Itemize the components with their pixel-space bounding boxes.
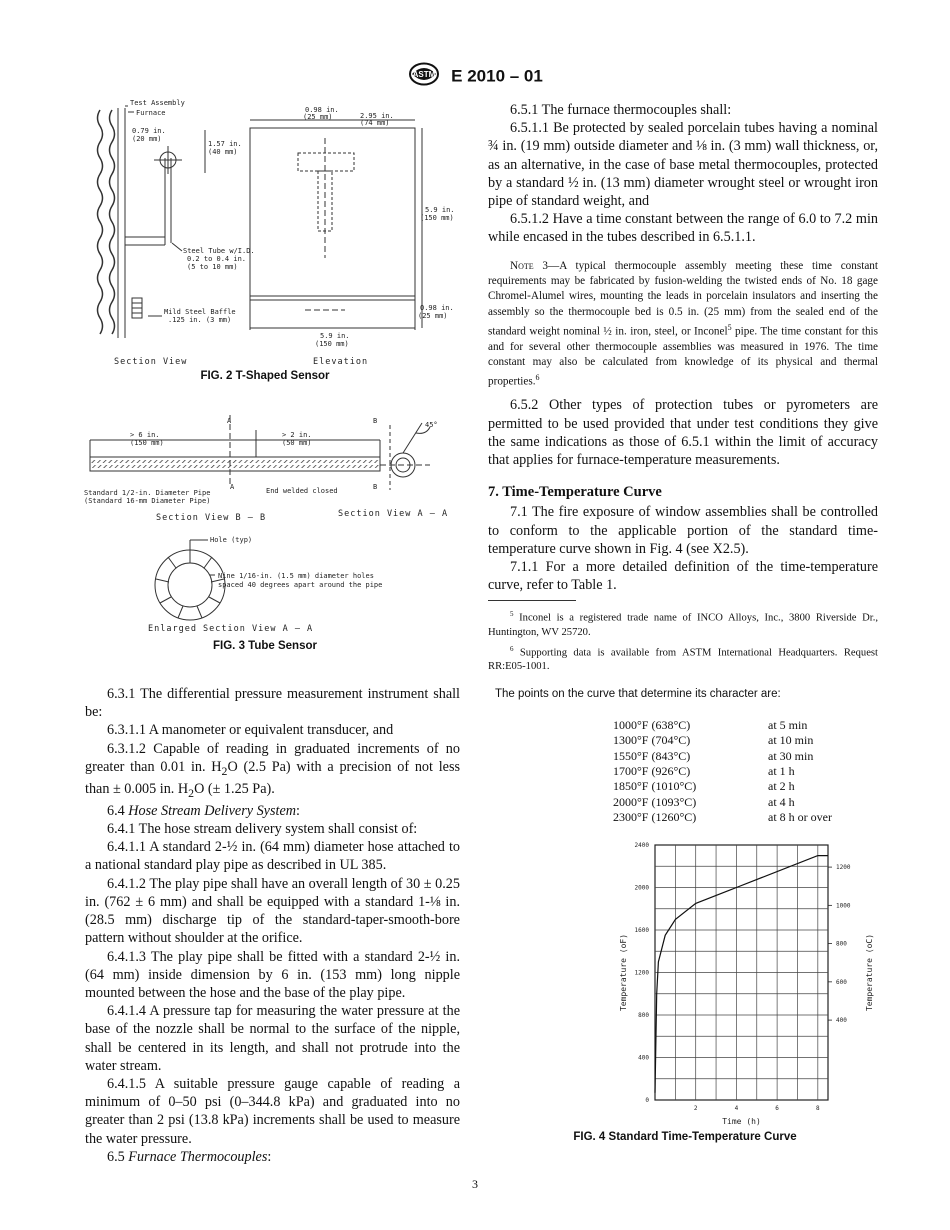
chart-y2-tick-label: 800 (836, 940, 847, 948)
paragraph: 6.5 Furnace Thermocouples: (107, 1148, 272, 1165)
paragraph: 6.4.1.1 A standard 2-½ in. (64 mm) diameter hose attached to a national standard play pipe as described in UL 385. (85, 839, 460, 874)
chart-x-tick-label: 2 (693, 1105, 698, 1112)
paragraph: 6.3.1.1 A manometer or equivalent transducer, and (107, 722, 394, 739)
page-number: 3 (472, 1177, 478, 1191)
fig2-caption: FIG. 2 T-Shaped Sensor (200, 370, 330, 382)
fig3-label: A (230, 483, 235, 491)
fig2-label: (25 mm) (303, 113, 333, 121)
chart-y-tick-label: 0 (645, 1097, 649, 1104)
chart-y-tick-label: 1600 (634, 927, 649, 934)
document-code: E 2010 – 01 (451, 66, 543, 86)
fig3-drawing (70, 405, 460, 640)
fig2-label: 0.98 in. (305, 106, 339, 114)
fig2-label: 5.9 in. (320, 332, 350, 340)
paragraph: 7.1 The fire exposure of window assemblies shall be controlled to conform to the applicable portion of the standard time-temperature curve shown in Fig. 4 (see X2.5). (488, 504, 878, 557)
table-row: 1300°F (704°C) at 10 min (613, 733, 814, 748)
table-row: 1850°F (1010°C) at 2 h (613, 779, 795, 794)
paragraph: 6.4.1.4 A pressure tap for measuring the water pressure at the base of the nozzle shall be normal to the surface of the nipple, shall be centered in its length, and shall not protrude into the water stream. (85, 1003, 460, 1074)
svg-text:ASTM: ASTM (412, 70, 436, 79)
fig2-label: (150 mm) (315, 340, 349, 348)
paragraph: 6.5.1.2 Have a time constant between the range of 6.0 to 7.2 min while encased in the tubes described in 6.5.1.1. (488, 211, 878, 246)
paragraph: 6.4.1.2 The play pipe shall have an overall length of 30 ± 0.25 in. (762 ± 6 mm) and shall be equipped with a standard 1-⅛ in. (28.5 mm) discharge tip of the standard-taper-smooth-bore pattern without shoulder at the orifice. (85, 875, 460, 947)
chart-x-axis-label: Time (h) (722, 1117, 761, 1126)
fig3-label: (Standard 16-mm Diameter Pipe) (84, 497, 211, 505)
chart-y2-tick-label: 400 (836, 1017, 847, 1025)
paragraph: 6.4.1.5 A suitable pressure gauge capable of reading a minimum of 0–50 psi (0–344.8 kPa) and graduated into no greater than 2 psi (13.8 kPa) increments shall be used to measure the water pressure. (85, 1075, 460, 1147)
fig2-label: .125 in. (3 mm) (168, 316, 232, 324)
fig3-section-bb: Section View B — B (156, 513, 267, 523)
fig2-label: Mild Steel Baffle (164, 308, 236, 316)
chart-y2-axis-label: Temperature (oC) (865, 933, 874, 1012)
fig3-label: B (373, 417, 378, 425)
fig3-label: End welded closed (266, 487, 338, 495)
chart-y2-tick-label: 600 (836, 978, 847, 986)
fig3-holes-note: spaced 40 degrees apart around the pipe (218, 581, 383, 589)
paragraph: 6.5.1.1 Be protected by sealed porcelain tubes having a nominal ¾ in. (19 mm) outside diameter and ⅛ in. (3 mm) wall thickness, or, as an alternative, in the case of base metal thermocouples, protected by a standard ½ in. (13 mm) diameter wrought steel or wrought iron pipe of standard weight, and (488, 120, 878, 210)
chart-x-tick-label: 8 (816, 1105, 820, 1112)
chart-y-tick-label: 400 (638, 1054, 649, 1062)
fig2-label: 0.2 to 0.4 in. (187, 255, 247, 263)
fig2-section-view-label: Section View (114, 357, 188, 367)
chart-y2-tick-label: 1000 (836, 902, 851, 910)
note-3: Note 3—A typical thermocouple assembly meeting these time constant requirements may be fabricated by fusion-welding the twisted ends of No. 18 gage Chromel-Alumel wires, mounting the leads in porcelain insulators and inserting the assembly so the thermocouple bed is 0.5 in. (25 mm) from the sealed end of the standard weight nominal ½ in. iron, steel, or Inconel$^5$ pipe. The time constant for this and for several other thermocouple assemblies was measured in 1976. The time constant may also be calculated from knowledge of its physical and thermal properties.$^6$ (488, 259, 878, 389)
fig4-points-title: The points on the curve that determine its character are: (495, 688, 781, 700)
fig3-label: > 6 in. (130, 431, 160, 439)
paragraph: 6.3.1 The differential pressure measurement instrument shall be: (85, 686, 460, 721)
fig4-points-table (613, 718, 832, 825)
fig2-label: Furnace (136, 109, 166, 117)
fig2-drawing (70, 98, 460, 368)
fig2-label: Test Assembly (130, 99, 185, 107)
footnote-rule (488, 600, 576, 601)
table-row: 1550°F (843°C) at 30 min (613, 748, 814, 763)
paragraph: 6.3.1.2 Capable of reading in graduated increments of no greater than 0.01 in. $H_2O$ (2.5 Pa) with a precision of not less than ± 0.005 in. $H_2O$ (± 1.25 Pa). (85, 740, 460, 800)
fig2-label: (40 mm) (208, 148, 238, 156)
paragraph: 6.4 Hose Stream Delivery System: (107, 802, 300, 819)
fig2-label: (20 mm) (132, 135, 162, 143)
chart-y-tick-label: 800 (638, 1012, 649, 1019)
fig2-label: 5.9 in. (425, 206, 455, 214)
fig2-label: 0.79 in. (132, 127, 166, 135)
footnotes (488, 607, 878, 676)
fig3-caption: FIG. 3 Tube Sensor (213, 640, 317, 652)
fig3-label: > 2 in. (282, 431, 312, 439)
chart-x-tick-label: 6 (775, 1105, 779, 1112)
fig2-label: 1.57 in. (208, 140, 242, 148)
page-header (0, 62, 950, 91)
fig2-label: Steel Tube w/I.D. (183, 247, 255, 255)
paragraph: 6.5.2 Other types of protection tubes or pyrometers are permitted to be used provided that under test conditions they give the same indications as those of 6.5.1 within the limit of accuracy that applies for furnace-temperature measurements. (488, 397, 878, 469)
chart-y-tick-label: 2400 (634, 842, 649, 849)
fig3-label: (50 mm) (282, 439, 312, 447)
chart-x-tick-label: 4 (734, 1105, 739, 1112)
left-column (85, 685, 460, 1166)
fig3-label: (150 mm) (130, 439, 164, 447)
chart-y-axis-label: Temperature (oF) (619, 933, 628, 1012)
fig2-elevation-label: Elevation (313, 357, 369, 367)
table-row: 1000°F (638°C) at 5 min (613, 718, 808, 733)
fig3-enlarged-label: Enlarged Section View A — A (148, 624, 314, 634)
fig4-caption: FIG. 4 Standard Time-Temperature Curve (573, 1131, 797, 1143)
paragraph: 6.5.1 The furnace thermocouples shall: (510, 102, 732, 118)
fig2-label: (74 mm) (360, 119, 390, 127)
fig3-label: Standard 1/2-in. Diameter Pipe (84, 489, 211, 497)
paragraph: 7.1.1 For a more detailed definition of the time-temperature curve, refer to Table 1. (488, 559, 878, 594)
astm-logo-icon (407, 62, 441, 91)
fig2-label: 0.98 in. (420, 304, 454, 312)
fig3-label: 45° (425, 421, 438, 429)
fig3-section-aa: Section View A — A (338, 509, 449, 519)
paragraph: 6.4.1.3 The play pipe shall be fitted with a standard 2-½ in. (64 mm) inside dimension by 6 in. (153 mm) long nipple mounted between the hose and the base of the play pipe. (85, 948, 460, 1001)
table-row: 1700°F (926°C) at 1 h (613, 764, 795, 779)
table-row: 2300°F (1260°C) at 8 h or over (613, 809, 832, 824)
chart-y2-tick-label: 1200 (836, 864, 851, 872)
section-heading: 7. Time-Temperature Curve (488, 484, 662, 501)
fig4-chart (610, 835, 880, 1135)
fig3-holes-note: Nine 1/16-in. (1.5 mm) diameter holes (218, 572, 374, 580)
table-row: 2000°F (1093°C) at 4 h (613, 794, 795, 809)
paragraph: 6.4.1 The hose stream delivery system shall consist of: (107, 821, 418, 838)
fig2-label: 2.95 in. (360, 112, 394, 120)
footnote: $^6$ Supporting data is available from ASTM International Headquarters. Request RR:E05-1001. (488, 644, 878, 673)
right-column (488, 101, 878, 595)
fig2-label: (25 mm) (418, 312, 448, 320)
fig2-label: (5 to 10 mm) (187, 263, 238, 271)
fig3-label: A (227, 417, 232, 425)
fig2-label: (150 mm) (420, 214, 454, 222)
footnote: $^5$ Inconel is a registered trade name of INCO Alloys, Inc., 3800 Riverside Dr., Huntington, WV 25720. (488, 610, 878, 638)
chart-y-tick-label: 1200 (634, 969, 649, 977)
fig3-label: B (373, 483, 378, 491)
fig3-hole-label: Hole (typ) (210, 536, 253, 544)
chart-y-tick-label: 2000 (634, 884, 649, 892)
